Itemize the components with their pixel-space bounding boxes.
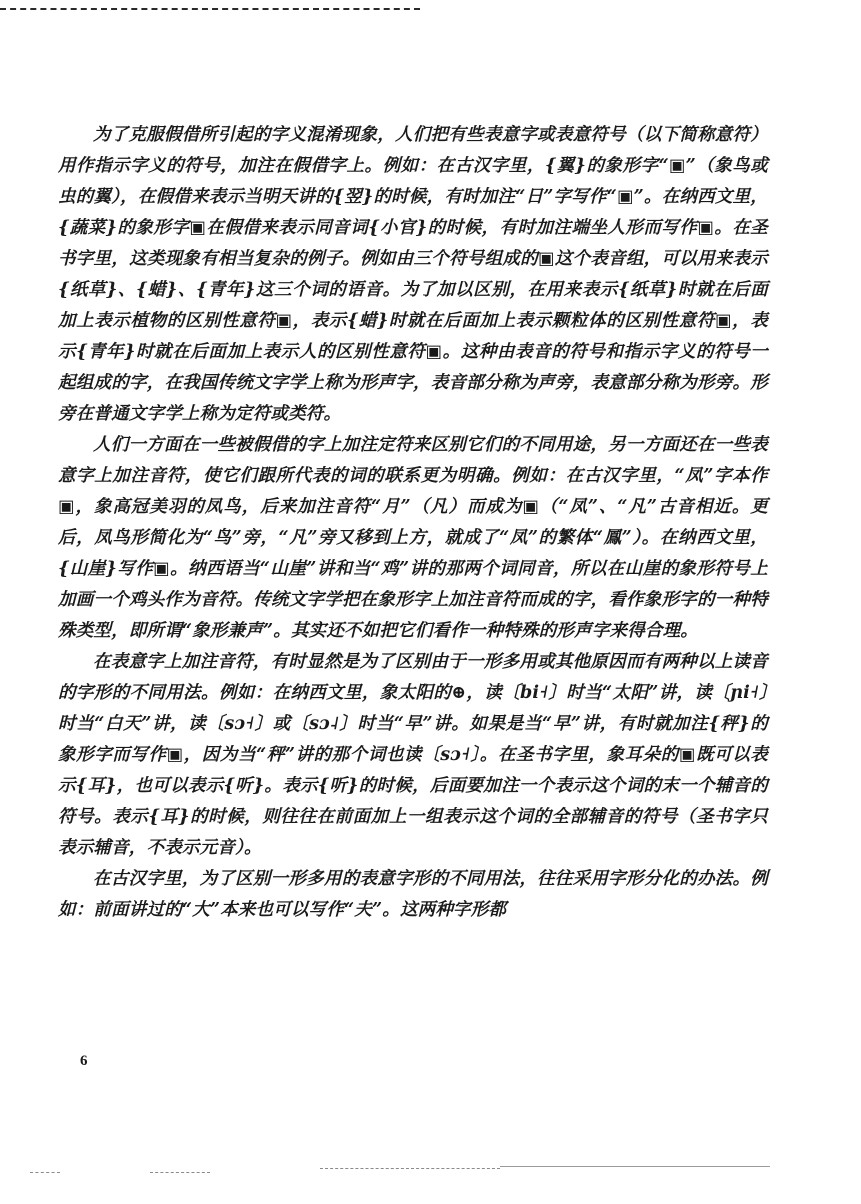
paragraph-4: 在古汉字里，为了区别一形多用的表意字形的不同用法，往往采用字形分化的办法。例如：前面讲过的“大”本来也可以写作“夫”。这两种字形都 bbox=[58, 869, 768, 920]
paragraph-3: 在表意字上加注音符，有时显然是为了区别由于一形多用或其他原因而有两种以上读音的字形的不同用法。例如：在纳西文里，象太阳的⊕，读〔bi˧〕时当“太阳”讲，读〔ɲi˧〕时当“白天”讲，读〔sɔ˧〕或〔sɔ˨〕时当“早”讲。如果是当“早”讲，有时就加注{秤}的象形字而写作▣，因为当“秤”讲的那个词也读〔sɔ˧〕。在圣书字里，象耳朵的▣既可以表示{耳}，也可以表示{听}。表示{听}的时候，后面要加注一个表示这个词的末一个辅音的符号。表示{耳}的时候，则往往在前面加上一组表示这个词的全部辅音的符号（圣书字只表示辅音，不表示元音）。 bbox=[58, 652, 768, 858]
page-number: 6 bbox=[80, 1053, 88, 1069]
page-body bbox=[58, 120, 768, 926]
paragraph-1: 为了克服假借所引起的字义混淆现象，人们把有些表意字或表意符号（以下简称意符）用作指示字义的符号，加注在假借字上。例如：在古汉字里，{翼}的象形字“▣”（象鸟或虫的翼），在假借来表示当明天讲的{翌}的时候，有时加注“日”字写作“▣”。在纳西文里，{蔬菜}的象形字▣在假借来表示同音词{小官}的时候，有时加注端坐人形而写作▣。在圣书字里，这类现象有相当复杂的例子。例如由三个符号组成的▣这个表音组，可以用来表示{纸草}、{蜡}、{青年}这三个词的语音。为了加以区别，在用来表示{纸草}时就在后面加上表示植物的区别性意符▣，表示{蜡}时就在后面加上表示颗粒体的区别性意符▣，表示{青年}时就在后面加上表示人的区别性意符▣。这种由表音的符号和指示字义的符号一起组成的字，在我国传统文字学上称为形声字，表音部分称为声旁，表意部分称为形旁。形旁在普通文字学上称为定符或类符。 bbox=[58, 125, 768, 424]
paragraph-2: 人们一方面在一些被假借的字上加注定符来区别它们的不同用途，另一方面还在一些表意字上加注音符，使它们跟所代表的词的联系更为明确。例如：在古汉字里，“凤”字本作▣，象高冠美羽的凤鸟，后来加注音符“月”（凡）而成为▣（“凤”、“凡”古音相近。更后，凤鸟形简化为“鸟”旁，“凡”旁又移到上方，就成了“凤”的繁体“鳳”）。在纳西文里，{山崖}写作▣。纳西语当“山崖”讲和当“鸡”讲的那两个词同音，所以在山崖的象形符号上加画一个鸡头作为音符。传统文字学把在象形字上加注音符而成的字，看作象形字的一种特殊类型，即所谓“象形兼声”。其实还不如把它们看作一种特殊的形声字来得合理。 bbox=[58, 435, 768, 641]
scan-top-dashed-line bbox=[0, 8, 420, 10]
scan-bottom-artifacts bbox=[30, 1160, 830, 1180]
